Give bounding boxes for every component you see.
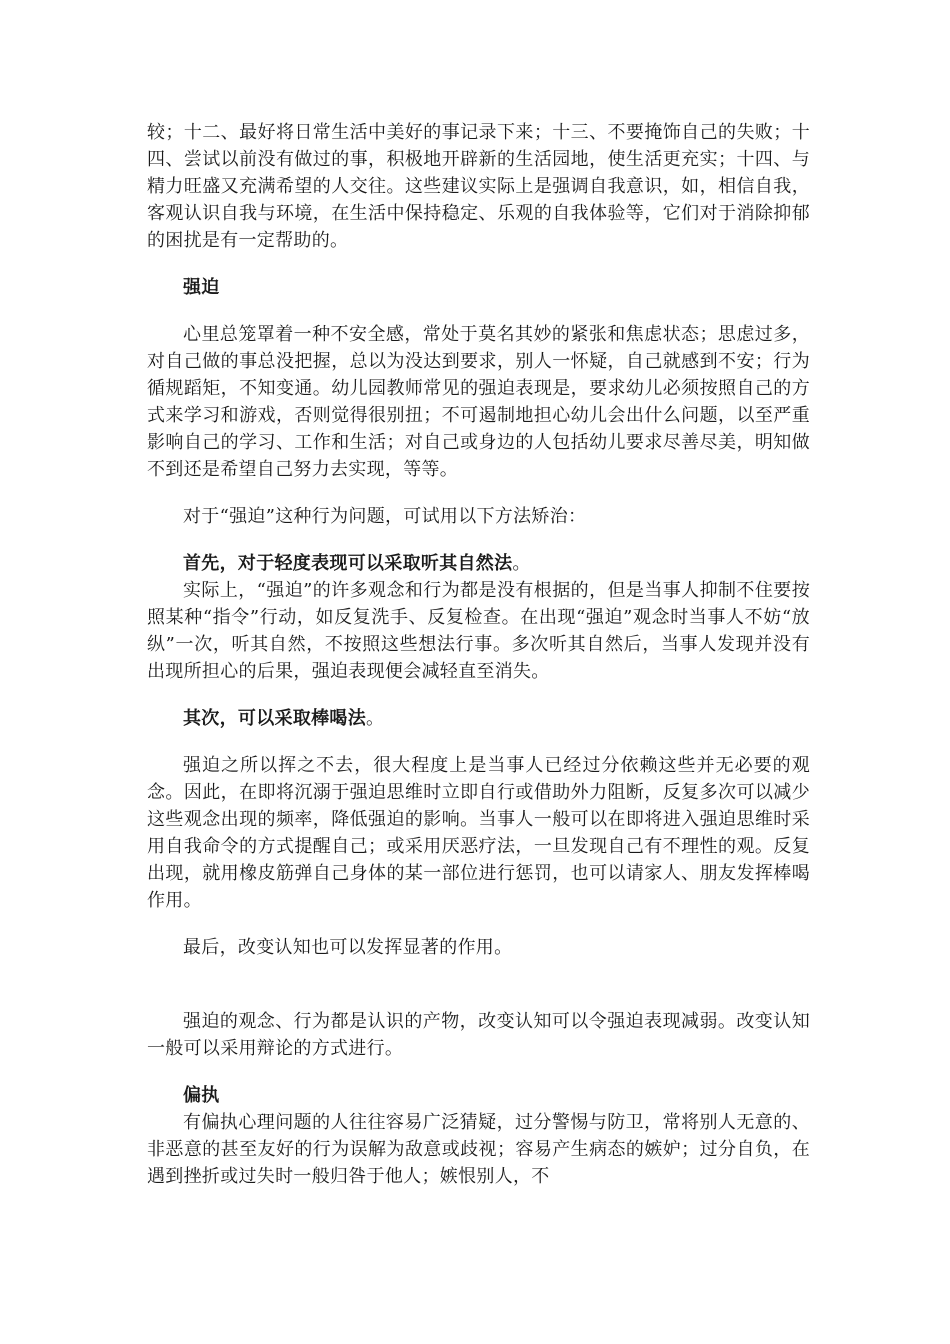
method-heading-first-punct: 。 [512,553,531,574]
paragraph-second-method: 强迫之所以挥之不去，很大程度上是当事人已经过分依赖这些并无必要的观念。因此，在即将沉溺于强迫思维时立即自行或借助外力阻断，反复多次可以减少这些观念出现的频率，降低强迫的影响。当事人一般可以在即将进入强迫思维时采用自我命令的方式提醒自己；或采用厌恶疗法，一旦发现自己有不理性的观。反复出现，就用橡皮筋弹自己身体的某一部位进行惩罚，也可以请家人、朋友发挥棒喝作用。 [147,755,810,911]
document-body [147,119,810,1190]
section-heading-pianzhi: 偏执 [183,1085,220,1106]
method-heading-second-punct: 。 [366,708,385,729]
paragraph-methods-intro: 对于“强迫”这种行为问题，可试用以下方法矫治： [183,506,587,527]
paragraph-last-method: 最后，改变认知也可以发挥显著的作用。 [183,937,513,958]
method-heading-first [147,550,810,577]
method-heading-second-label: 其次，可以采取棒喝法 [183,708,366,729]
paragraph-first-method: 实际上，“强迫”的许多观念和行为都是没有根据的，但是当事人抑制不住要按照某种“指令”行动，如反复洗手、反复检查。在出现“强迫”观念时当事人不妨“放纵”一次，听其自然，不按照这些想法行事。多次听其自然后，当事人发现并没有出现所担心的后果，强迫表现便会减轻直至消失。 [147,580,810,682]
method-heading-second [147,705,810,732]
paragraph-intro: 较；十二、最好将日常生活中美好的事记录下来；十三、不要掩饰自己的失败；十四、尝试以前没有做过的事，积极地开辟新的生活园地，使生活更充实；十四、与精力旺盛又充满希望的人交往。这些建议实际上是强调自我意识，如，相信自我，客观认识自我与环境，在生活中保持稳定、乐观的自我体验等，它们对于消除抑郁的困扰是有一定帮助的。 [147,122,810,251]
method-heading-first-label: 首先，对于轻度表现可以采取听其自然法 [183,553,513,574]
paragraph-qiangpo-description: 心里总笼罩着一种不安全感，常处于莫名其妙的紧张和焦虑状态；思虑过多，对自己做的事总没把握，总以为没达到要求，别人一怀疑，自己就感到不安；行为循规蹈矩，不知变通。幼儿园教师常见的强迫表现是，要求幼儿必须按照自己的方式来学习和游戏，否则觉得很别扭；不可遏制地担心幼儿会出什么问题，以至严重影响自己的学习、工作和生活；对自己或身边的人包括幼儿要求尽善尽美，明知做不到还是希望自己努力去实现，等等。 [147,324,810,480]
paragraph-pianzhi: 有偏执心理问题的人往往容易广泛猜疑，过分警惕与防卫，常将别人无意的、非恶意的甚至友好的行为误解为敌意或歧视；容易产生病态的嫉妒；过分自负，在遇到挫折或过失时一般归咎于他人；嫉恨别人，不 [147,1112,810,1187]
section-heading-qiangpo: 强迫 [183,277,220,298]
paragraph-cognition: 强迫的观念、行为都是认识的产物，改变认知可以令强迫表现减弱。改变认知一般可以采用辩论的方式进行。 [147,1011,810,1059]
